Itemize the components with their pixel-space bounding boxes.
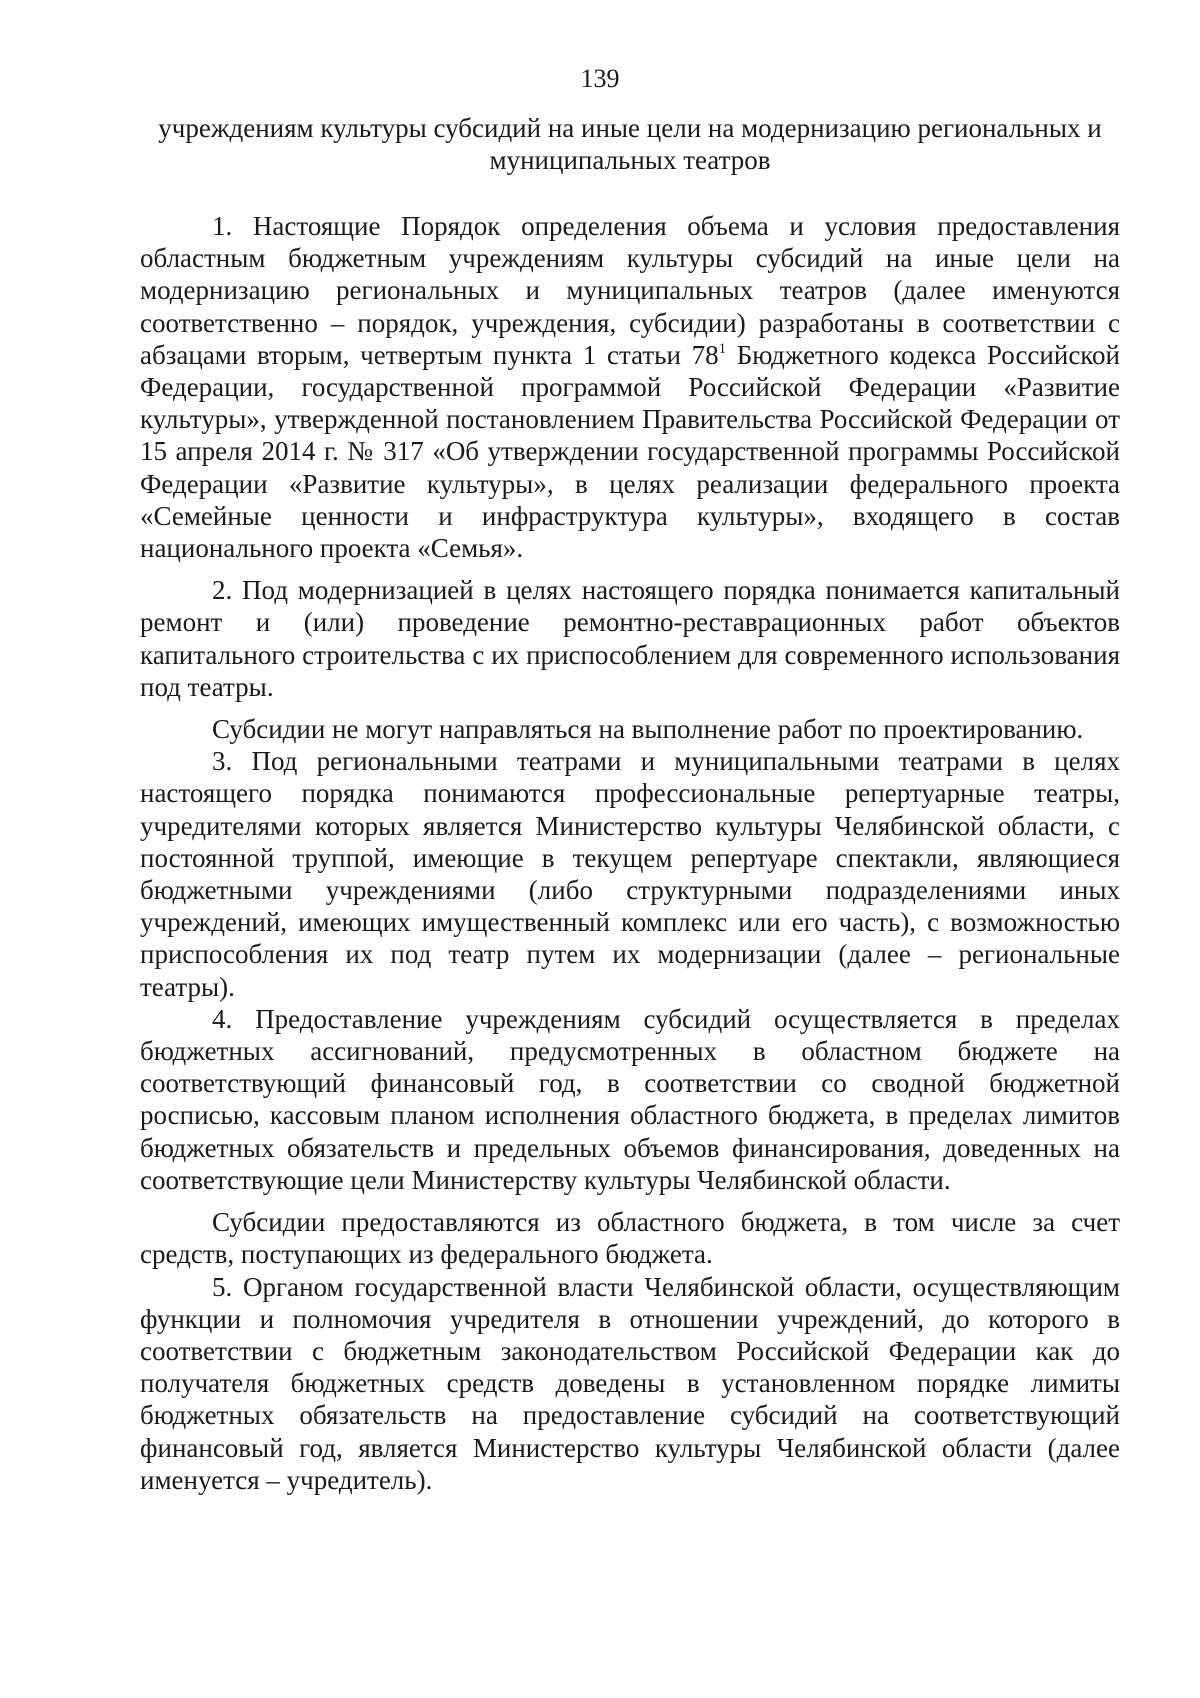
paragraph-1-text: 1. Настоящие Порядок определения объема и условия предоставления областным бюджетным учреждениям культуры субсидий на иные цели на модернизацию региональных и муниципальных театров (далее именуются соответственно – порядок, учреждения, субсидии) разработаны в соответствии с абзацами вторым, четвертым пункта 1 статьи 78 bbox=[140, 211, 1120, 370]
paragraph-3: 3. Под региональными театрами и муниципальными театрами в целях настоящего порядка понимаются профессиональные репертуарные театры, учредителями которых является Министерство культуры Челябинской области, с постоянной труппой, имеющие в текущем репертуаре спектакли, являющиеся бюджетными учреждениями (либо структурными подразделениями иных учреждений, имеющих имущественный комплекс или его часть), с возможностью приспособления их под театр путем их модернизации (далее – региональные театры). bbox=[140, 746, 1120, 1002]
paragraph-2: 2. Под модернизацией в целях настоящего порядка понимается капитальный ремонт и (или) проведение ремонтно-реставрационных работ объектов капитального строительства с их приспособлением для современного использования под театры. bbox=[140, 575, 1120, 702]
paragraph-5: 5. Органом государственной власти Челябинской области, осуществляющим функции и полномочия учредителя в отношении учреждений, до которого в соответствии с бюджетным законодательством Российской Федерации как до получателя бюджетных средств доведены в установленном порядке лимиты бюджетных обязательств на предоставление субсидий на соответствующий финансовый год, является Министерство культуры Челябинской области (далее именуется – учредитель). bbox=[140, 1271, 1120, 1495]
paragraph-1-text-continued: Бюджетного кодекса Российской Федерации, государственной программой Российской Федерации «Развитие культуры», утвержденной постановлением Правительства Российской Федерации от 15 апреля 2014 г. № 317 «Об утверждении государственной программы Российской Федерации «Развитие культуры», в целях реализации федерального проекта «Семейные ценности и инфраструктура культуры», входящего в состав национального проекта «Семья». bbox=[140, 339, 1120, 564]
superscript-article-index: 1 bbox=[718, 340, 727, 357]
page-number: 139 bbox=[580, 64, 620, 93]
section-heading: учреждениям культуры субсидий на иные цели на модернизацию региональных и муниципальных театров bbox=[158, 113, 1102, 175]
paragraph-2-note: Субсидии не могут направляться на выполнение работ по проектированию. bbox=[212, 714, 1084, 745]
document-body bbox=[140, 210, 1120, 1496]
paragraph-4: 4. Предоставление учреждениям субсидий осуществляется в пределах бюджетных ассигнований, предусмотренных в областном бюджете на соответствующий финансовый год, в соответствии со сводной бюджетной росписью, кассовым планом исполнения областного бюджета, в пределах лимитов бюджетных обязательств и предельных объемов финансирования, доведенных на соответствующие цели Министерству культуры Челябинской области. bbox=[140, 1003, 1120, 1195]
paragraph-1 bbox=[140, 210, 1120, 564]
paragraph-4-note: Субсидии предоставляются из областного бюджета, в том числе за счет средств, поступающих из федерального бюджета. bbox=[140, 1207, 1120, 1270]
